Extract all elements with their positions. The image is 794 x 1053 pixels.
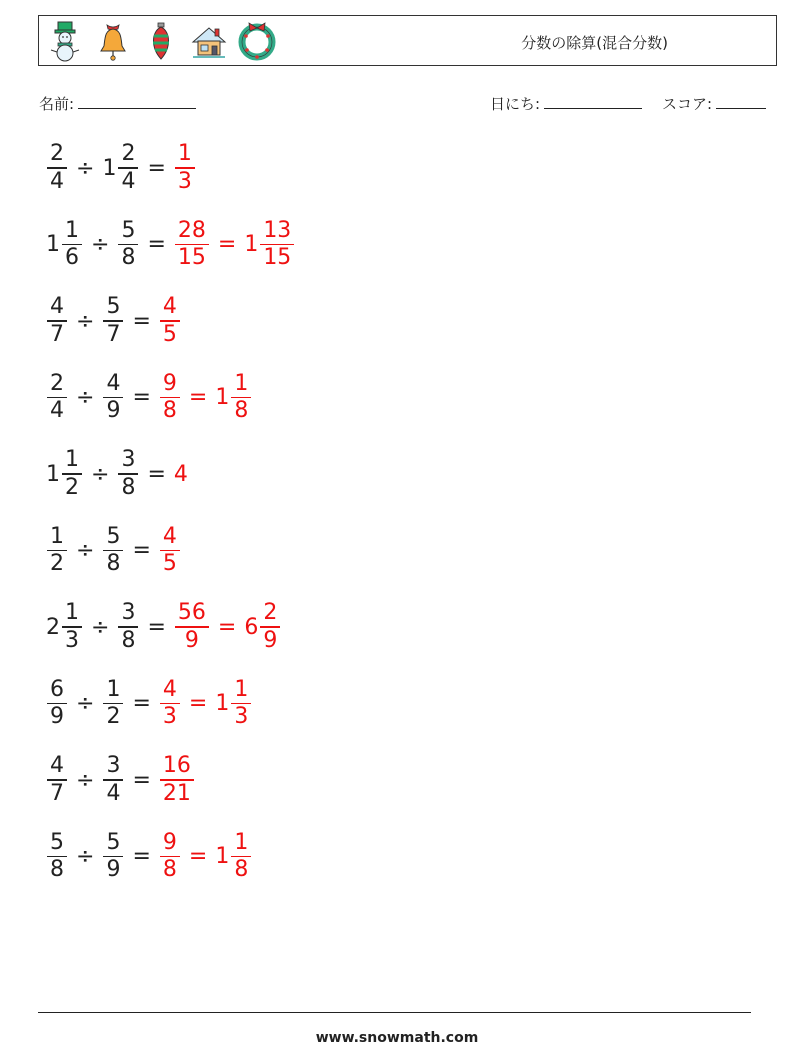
- equals-sign: =: [147, 461, 166, 487]
- answer: [174, 218, 210, 272]
- answer-numerator: 4: [162, 294, 177, 320]
- divisor-fraction: [103, 524, 123, 578]
- divisor: [102, 371, 124, 425]
- equals-sign: =: [132, 308, 151, 334]
- divide-sign: ÷: [91, 461, 110, 487]
- dividend-whole: 2: [46, 614, 60, 640]
- dividend: [46, 447, 83, 501]
- answer-mixed-numerator: 1: [234, 829, 249, 855]
- problem-row: [46, 291, 181, 351]
- answer-fraction: [160, 294, 180, 348]
- dividend-denominator: 6: [65, 245, 79, 271]
- divisor-denominator: 7: [106, 321, 121, 347]
- divisor-denominator: 8: [121, 627, 136, 653]
- divisor-fraction: [118, 447, 138, 501]
- divisor: [117, 447, 139, 501]
- divisor-denominator: 8: [121, 245, 136, 271]
- dividend: [46, 677, 68, 731]
- divisor-numerator: 5: [106, 523, 121, 549]
- divisor: [102, 294, 124, 348]
- answer: [159, 294, 181, 348]
- name-label: 名前:: [39, 95, 75, 113]
- divisor: [117, 600, 139, 654]
- dividend-whole: 1: [46, 461, 60, 487]
- answer-mixed: [215, 677, 252, 731]
- answer-mixed-fraction: [260, 600, 280, 654]
- equals-sign: =: [147, 155, 166, 181]
- dividend-denominator: 2: [50, 551, 64, 577]
- answer-mixed-whole: 6: [244, 614, 259, 640]
- problem-row: [46, 215, 295, 275]
- divisor: [102, 830, 124, 884]
- dividend-numerator: 6: [50, 676, 64, 702]
- footer-divider: [38, 1012, 751, 1013]
- equals-sign: =: [147, 232, 166, 257]
- answer-numerator: 56: [177, 600, 206, 626]
- divisor-denominator: 4: [121, 168, 136, 194]
- divide-sign: ÷: [76, 844, 95, 869]
- answer-denominator: 3: [177, 168, 192, 194]
- divisor-fraction: [103, 677, 123, 731]
- divisor-fraction: [118, 141, 138, 195]
- divisor-denominator: 9: [106, 398, 121, 424]
- answer-mixed-fraction: [231, 677, 251, 731]
- dividend: [46, 141, 68, 195]
- answer-numerator: 4: [162, 523, 177, 549]
- answer-mixed-denominator: 8: [234, 398, 249, 424]
- score-label: スコア:: [662, 95, 713, 113]
- answer-fraction: [160, 677, 180, 731]
- divisor-denominator: 2: [106, 704, 121, 730]
- answer-mixed-numerator: 2: [263, 600, 278, 626]
- divisor-numerator: 5: [121, 217, 136, 243]
- divisor-fraction: [118, 600, 138, 654]
- answer-mixed: [244, 218, 295, 272]
- problem-row: [46, 674, 252, 734]
- divisor-numerator: 1: [106, 676, 121, 702]
- divide-sign: ÷: [76, 767, 95, 793]
- dividend-denominator: 4: [50, 168, 64, 194]
- divisor: [102, 753, 124, 807]
- answer-mixed-whole: 1: [244, 232, 259, 257]
- divisor-numerator: 5: [106, 829, 121, 855]
- divisor: [102, 524, 124, 578]
- answer-mixed: [215, 830, 252, 884]
- dividend-numerator: 5: [50, 829, 64, 855]
- name-field: [39, 93, 196, 114]
- divisor-denominator: 8: [106, 551, 121, 577]
- divisor-fraction: [103, 371, 123, 425]
- answer-mixed-whole: 1: [215, 691, 230, 716]
- answer-numerator: 9: [162, 370, 177, 396]
- answer-mixed-numerator: 1: [234, 370, 249, 396]
- footer-url: www.snowmath.com: [315, 1030, 479, 1046]
- problem-row: [46, 521, 181, 581]
- answer-mixed: [244, 600, 281, 654]
- answer-denominator: 5: [162, 321, 177, 347]
- dividend: [46, 218, 83, 272]
- answer-fraction: [175, 600, 209, 654]
- answer-numerator: 9: [162, 829, 177, 855]
- dividend-fraction: [62, 447, 82, 501]
- worksheet-title: 分数の除算(混合分数): [521, 34, 668, 52]
- divide-sign: ÷: [76, 308, 95, 334]
- answer-fraction: [175, 141, 195, 195]
- answer: [159, 830, 181, 884]
- dividend-fraction: [47, 753, 67, 807]
- answer-mixed-denominator: 3: [234, 704, 249, 730]
- answer-equals-sign: =: [188, 691, 208, 716]
- name-blank[interactable]: [78, 94, 196, 109]
- equals-sign: =: [147, 614, 166, 640]
- answer: [174, 141, 196, 195]
- divide-sign: ÷: [76, 691, 95, 716]
- answer-equals-sign: =: [188, 385, 208, 410]
- dividend-denominator: 3: [65, 627, 79, 653]
- answer: [174, 600, 210, 654]
- dividend-fraction: [47, 141, 67, 195]
- answer-mixed-numerator: 1: [234, 676, 249, 702]
- dividend-numerator: 1: [65, 600, 79, 626]
- answer-denominator: 15: [177, 245, 206, 271]
- answer-equals-sign: =: [217, 232, 237, 257]
- answer-whole: 4: [173, 461, 188, 487]
- header-icons: [45, 20, 277, 62]
- answer-fraction: [160, 753, 194, 807]
- dividend-fraction: [62, 218, 82, 272]
- answer-mixed-fraction: [231, 830, 251, 884]
- answer-numerator: 28: [177, 217, 206, 243]
- divide-sign: ÷: [91, 614, 110, 640]
- answer: [159, 371, 181, 425]
- dividend-numerator: 2: [50, 370, 64, 396]
- dividend: [46, 830, 68, 884]
- answer-equals-sign: =: [188, 844, 208, 869]
- answer-mixed-whole: 1: [215, 844, 230, 869]
- divide-sign: ÷: [76, 385, 95, 410]
- dividend: [46, 371, 68, 425]
- divisor: [102, 141, 139, 195]
- divide-sign: ÷: [91, 232, 110, 257]
- date-label: 日にち:: [490, 95, 541, 113]
- divisor-denominator: 8: [121, 474, 136, 500]
- answer-fraction: [160, 524, 180, 578]
- divide-sign: ÷: [76, 538, 95, 563]
- divisor-numerator: 4: [106, 370, 121, 396]
- snowman-icon: [45, 20, 85, 62]
- dividend-fraction: [47, 371, 67, 425]
- dividend-fraction: [47, 524, 67, 578]
- divisor-fraction: [118, 218, 138, 272]
- dividend-whole: 1: [46, 232, 60, 257]
- divide-sign: ÷: [76, 155, 95, 181]
- answer-numerator: 1: [177, 141, 192, 167]
- dividend-fraction: [47, 830, 67, 884]
- divisor-whole: 1: [102, 155, 117, 181]
- divisor-numerator: 2: [121, 141, 136, 167]
- divisor: [102, 677, 124, 731]
- answer-fraction: [160, 830, 180, 884]
- dividend: [46, 753, 68, 807]
- problem-row: [46, 750, 195, 810]
- answer-mixed-fraction: [260, 218, 294, 272]
- divisor: [117, 218, 139, 272]
- date-blank[interactable]: [544, 94, 642, 109]
- dividend-fraction: [47, 294, 67, 348]
- answer-denominator: 21: [162, 780, 191, 806]
- dividend-denominator: 8: [50, 857, 64, 883]
- answer-fraction: [175, 218, 209, 272]
- problem-row: [46, 138, 196, 198]
- dividend-numerator: 4: [50, 294, 64, 320]
- house-icon: [189, 20, 229, 62]
- answer-denominator: 9: [184, 627, 199, 653]
- equals-sign: =: [132, 691, 151, 716]
- dividend-numerator: 1: [50, 523, 64, 549]
- dividend: [46, 294, 68, 348]
- equals-sign: =: [132, 385, 151, 410]
- dividend-numerator: 1: [65, 447, 79, 473]
- divisor-denominator: 4: [106, 780, 121, 806]
- dividend-denominator: 9: [50, 704, 64, 730]
- dividend-denominator: 4: [50, 398, 64, 424]
- answer: [159, 753, 195, 807]
- divisor-numerator: 3: [121, 600, 136, 626]
- divisor-denominator: 9: [106, 857, 121, 883]
- problem-row: [46, 597, 281, 657]
- answer-denominator: 5: [162, 551, 177, 577]
- problem-row: [46, 444, 188, 504]
- answer-fraction: [160, 371, 180, 425]
- dividend: [46, 524, 68, 578]
- equals-sign: =: [132, 538, 151, 563]
- answer-denominator: 8: [162, 857, 177, 883]
- answer-mixed-whole: 1: [215, 385, 230, 410]
- dividend-numerator: 1: [65, 217, 79, 243]
- answer-denominator: 8: [162, 398, 177, 424]
- problem-row: [46, 827, 252, 887]
- answer: [159, 524, 181, 578]
- divisor-numerator: 5: [106, 294, 121, 320]
- answer-mixed: [215, 371, 252, 425]
- answer-mixed-denominator: 9: [263, 627, 278, 653]
- header-box: [38, 15, 777, 66]
- answer-mixed-denominator: 15: [263, 245, 292, 271]
- score-blank[interactable]: [716, 94, 766, 109]
- dividend-denominator: 7: [50, 321, 64, 347]
- dividend-denominator: 7: [50, 780, 64, 806]
- dividend-numerator: 2: [50, 141, 64, 167]
- ornament-icon: [141, 20, 181, 62]
- dividend: [46, 600, 83, 654]
- score-field: [662, 93, 766, 114]
- answer-equals-sign: =: [217, 614, 237, 640]
- divisor-numerator: 3: [121, 447, 136, 473]
- divisor-fraction: [103, 294, 123, 348]
- dividend-numerator: 4: [50, 753, 64, 779]
- answer-mixed-numerator: 13: [263, 217, 292, 243]
- answer: [159, 677, 181, 731]
- dividend-denominator: 2: [65, 474, 79, 500]
- date-field: [490, 93, 642, 114]
- answer-mixed-denominator: 8: [234, 857, 249, 883]
- answer-denominator: 3: [162, 704, 177, 730]
- problem-row: [46, 368, 252, 428]
- dividend-fraction: [62, 600, 82, 654]
- equals-sign: =: [132, 844, 151, 869]
- divisor-fraction: [103, 753, 123, 807]
- answer-numerator: 16: [162, 753, 191, 779]
- divisor-fraction: [103, 830, 123, 884]
- answer-mixed-fraction: [231, 371, 251, 425]
- equals-sign: =: [132, 767, 151, 793]
- divisor-numerator: 3: [106, 753, 121, 779]
- wreath-icon: [237, 20, 277, 62]
- bell-icon: [93, 20, 133, 62]
- dividend-fraction: [47, 677, 67, 731]
- answer-numerator: 4: [162, 676, 177, 702]
